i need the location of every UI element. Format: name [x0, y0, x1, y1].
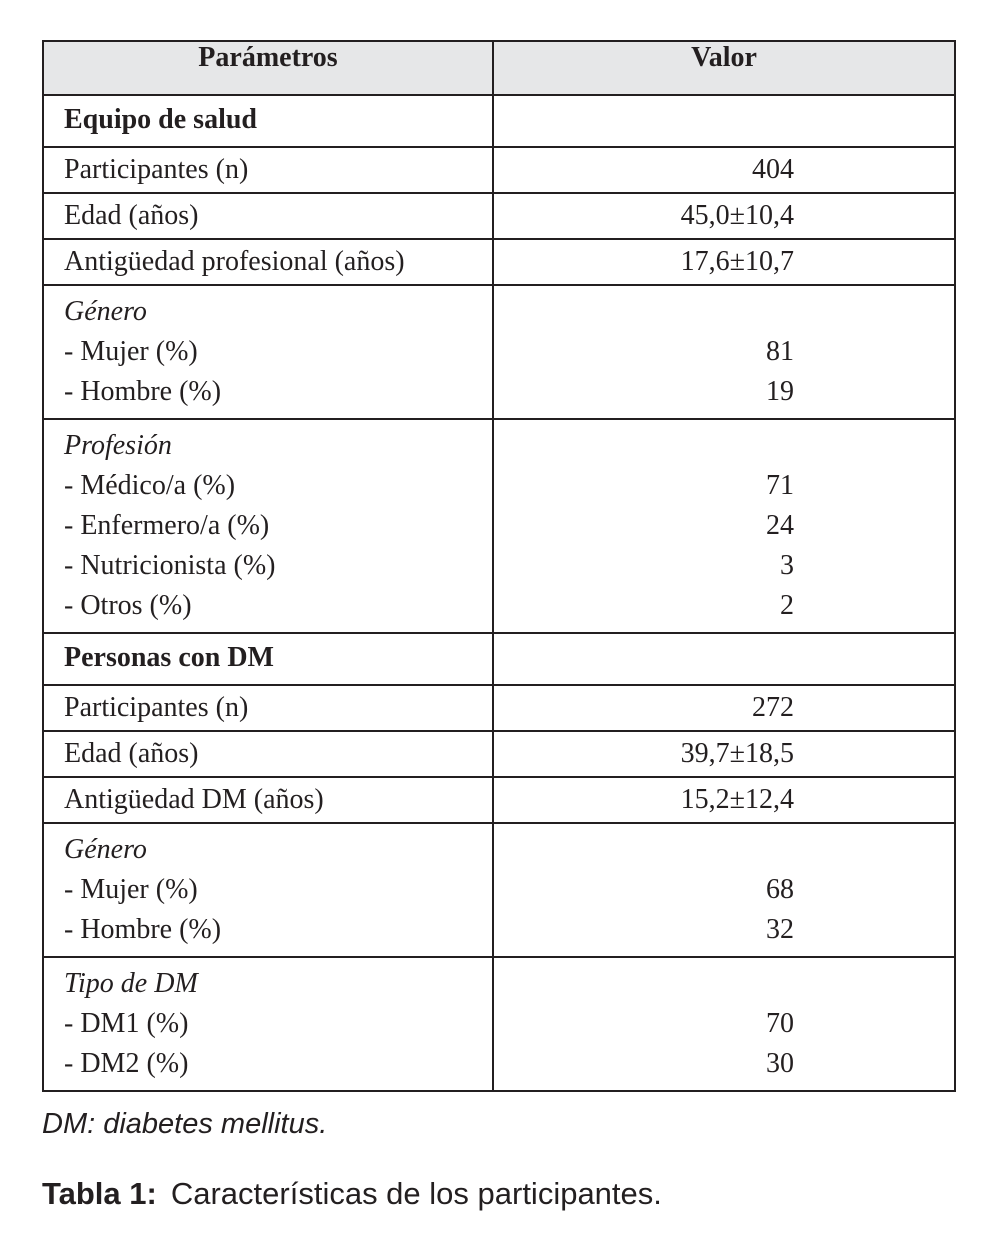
group-title: Género: [64, 834, 147, 865]
table-row-group: [43, 285, 955, 419]
group-item-value: 3: [780, 550, 794, 581]
table-row-group: [43, 823, 955, 957]
section-title: Equipo de salud: [64, 104, 257, 135]
group-item-label: - Mujer (%): [64, 874, 198, 905]
group-item-value: 19: [766, 376, 794, 407]
group-item-label: - DM1 (%): [64, 1008, 189, 1039]
group-item-value: 24: [766, 510, 794, 541]
table-row: [43, 685, 955, 731]
group-item-label: - Otros (%): [64, 590, 192, 621]
group-item-label: - Hombre (%): [64, 376, 222, 407]
group-title: Profesión: [64, 430, 172, 461]
table-row-group: [43, 957, 955, 1091]
group-title: Género: [64, 296, 147, 327]
section-row-personas-dm: [43, 633, 955, 685]
table-header-row: [43, 41, 955, 95]
participants-table: [42, 40, 956, 1092]
group-item-value: 70: [766, 1008, 794, 1039]
caption-text: Características de los participantes.: [170, 1176, 662, 1211]
header-parametros: Parámetros: [43, 41, 493, 95]
row-value: 272: [752, 692, 794, 723]
table-row-group: [43, 419, 955, 633]
section-title: Personas con DM: [64, 642, 274, 673]
participants-table-container: [42, 40, 954, 1092]
row-value: 17,6±10,7: [680, 246, 794, 277]
row-value: 45,0±10,4: [680, 200, 794, 231]
table-row: [43, 239, 955, 285]
table-row: [43, 777, 955, 823]
row-value: 39,7±18,5: [680, 738, 794, 769]
table-row: [43, 731, 955, 777]
group-item-label: - DM2 (%): [64, 1048, 189, 1079]
group-item-value: 71: [766, 470, 794, 501]
table-row: [43, 147, 955, 193]
row-value: 15,2±12,4: [680, 784, 794, 815]
group-item-value: 30: [766, 1048, 794, 1079]
row-label: Participantes (n): [64, 692, 249, 723]
group-item-label: - Enfermero/a (%): [64, 510, 270, 541]
row-label: Participantes (n): [64, 154, 249, 185]
row-label: Antigüedad DM (años): [64, 784, 324, 815]
group-item-label: - Médico/a (%): [64, 470, 236, 501]
table-row: [43, 193, 955, 239]
table-footnote: DM: diabetes mellitus.: [42, 1108, 328, 1140]
group-item-label: - Nutricionista (%): [64, 550, 276, 581]
section-row-equipo-salud: [43, 95, 955, 147]
group-item-value: 2: [780, 590, 794, 621]
group-title: Tipo de DM: [64, 968, 198, 999]
group-item-label: - Hombre (%): [64, 914, 222, 945]
group-item-value: 81: [766, 336, 794, 367]
header-valor: Valor: [493, 41, 955, 95]
row-label: Antigüedad profesional (años): [64, 246, 405, 277]
caption-label: Tabla 1:: [42, 1176, 157, 1211]
group-item-value: 32: [766, 914, 794, 945]
group-item-label: - Mujer (%): [64, 336, 198, 367]
row-label: Edad (años): [64, 738, 199, 769]
row-value: 404: [752, 154, 794, 185]
group-item-value: 68: [766, 874, 794, 905]
table-caption: [42, 1176, 662, 1212]
row-label: Edad (años): [64, 200, 199, 231]
